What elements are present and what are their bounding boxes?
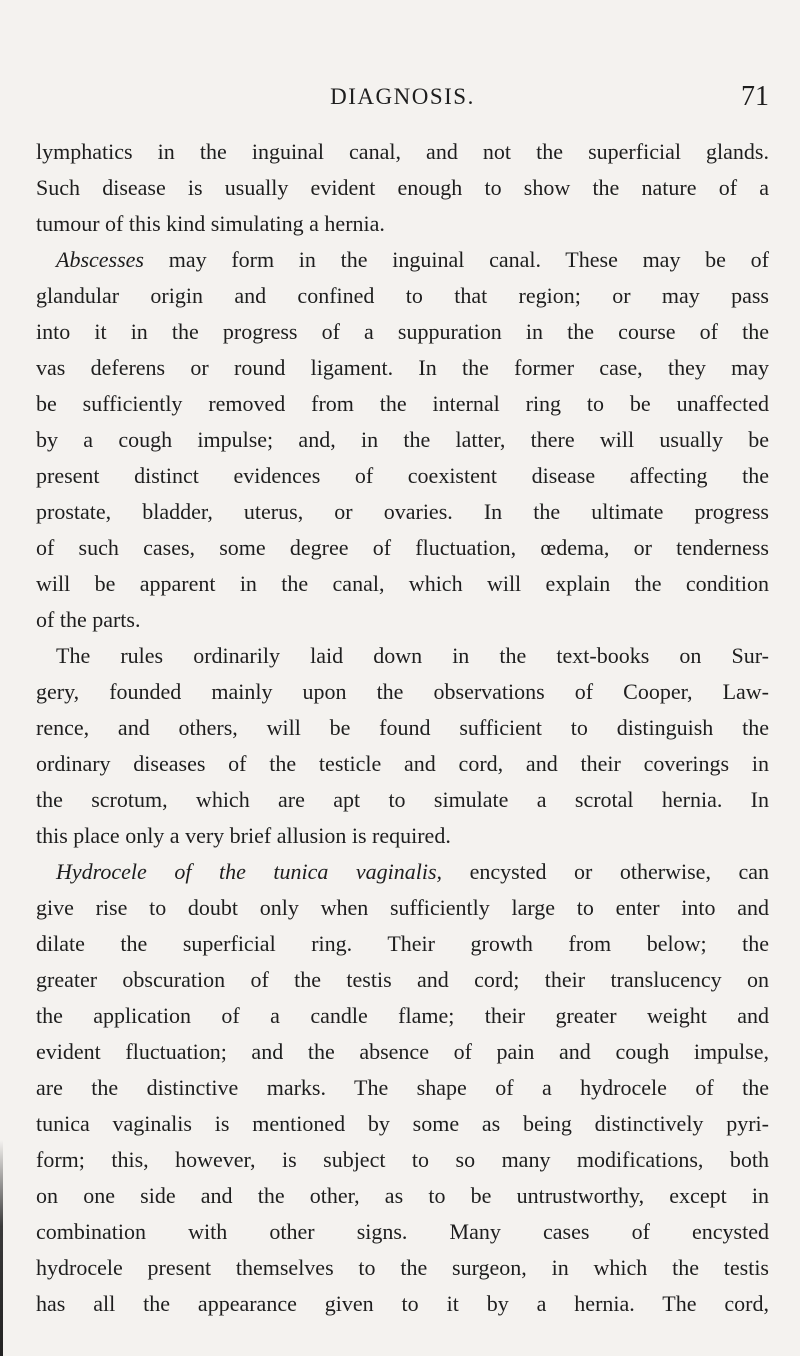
- text-line: ordinary diseases of the testicle and cord, and their coverings in: [36, 751, 769, 776]
- text-line: will be apparent in the canal, which will explain the condition: [36, 571, 769, 596]
- line-text: may form in the inguinal canal. These may be of: [143, 247, 769, 272]
- text-line: present distinct evidences of coexistent disease affecting the: [36, 463, 769, 488]
- text-line: prostate, bladder, uterus, or ovaries. In the ultimate progress: [36, 499, 769, 524]
- text-line: greater obscuration of the testis and cord; their translucency on: [36, 967, 769, 992]
- page-header: [36, 81, 769, 124]
- text-line: combination with other signs. Many cases of encysted: [36, 1219, 769, 1244]
- running-head: DIAGNOSIS.: [330, 84, 475, 109]
- line-text: encysted or otherwise, can: [442, 859, 769, 884]
- text-line: hydrocele present themselves to the surgeon, in which the testis: [36, 1255, 769, 1280]
- text-line: on one side and the other, as to be untrustworthy, except in: [36, 1183, 769, 1208]
- text-line: form; this, however, is subject to so many modifications, both: [36, 1147, 769, 1172]
- text-line: The rules ordinarily laid down in the text-books on Sur-: [56, 643, 769, 668]
- italic-term: Abscesses: [56, 247, 144, 272]
- text-line: rence, and others, will be found sufficient to distinguish the: [36, 715, 769, 740]
- text-line: dilate the superficial ring. Their growth from below; the: [36, 931, 769, 956]
- page-edge-shadow: [0, 1140, 3, 1356]
- text-line: the scrotum, which are apt to simulate a scrotal hernia. In: [36, 787, 769, 812]
- text-line: tumour of this kind simulating a hernia.: [36, 211, 385, 236]
- text-line: give rise to doubt only when sufficiently large to enter into and: [36, 895, 769, 920]
- text-line: gery, founded mainly upon the observations of Cooper, Law-: [36, 679, 769, 704]
- text-line: are the distinctive marks. The shape of a hydrocele of the: [36, 1075, 769, 1100]
- text-line: evident fluctuation; and the absence of pain and cough impulse,: [36, 1039, 769, 1064]
- text-line: has all the appearance given to it by a hernia. The cord,: [36, 1291, 769, 1316]
- text-line: [36, 242, 769, 278]
- text-line: lymphatics in the inguinal canal, and not the superficial glands.: [36, 139, 769, 164]
- text-line: of such cases, some degree of fluctuation, œdema, or tenderness: [36, 535, 769, 560]
- text-line: tunica vaginalis is mentioned by some as being distinctively pyri-: [36, 1111, 769, 1136]
- text-line: vas deferens or round ligament. In the former case, they may: [36, 355, 769, 380]
- page-number: 71: [741, 81, 769, 112]
- text-line: glandular origin and confined to that region; or may pass: [36, 283, 769, 308]
- italic-term: Hydrocele of the tunica vaginalis,: [56, 859, 443, 884]
- text-line: into it in the progress of a suppuration in the course of the: [36, 319, 769, 344]
- text-line: [36, 854, 769, 890]
- text-line: by a cough impulse; and, in the latter, there will usually be: [36, 427, 769, 452]
- text-line: the application of a candle flame; their greater weight and: [36, 1003, 769, 1028]
- body-text: [36, 134, 769, 1322]
- text-line: be sufficiently removed from the internal ring to be unaffected: [36, 391, 769, 416]
- text-line: this place only a very brief allusion is required.: [36, 823, 451, 848]
- text-line: of the parts.: [36, 607, 141, 632]
- text-line: Such disease is usually evident enough to show the nature of a: [36, 175, 769, 200]
